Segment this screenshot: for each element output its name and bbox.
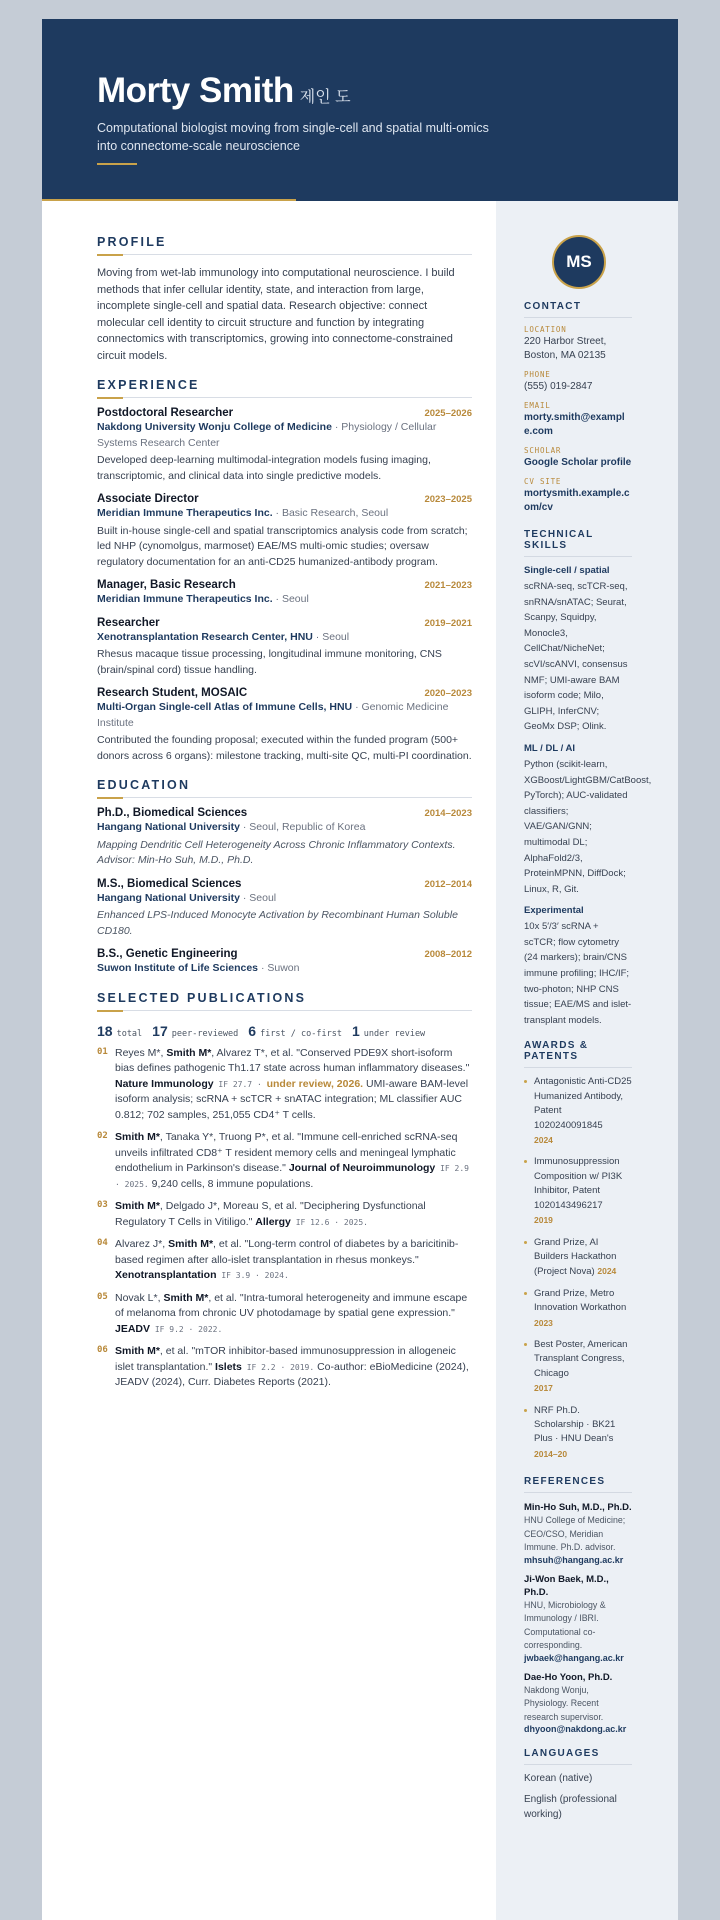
thesis-text: Mapping Dendritic Cell Heterogeneity Across Chronic Inflammatory Contexts. Advisor: Min-Ho Suh, M.D., Ph.D. — [97, 838, 456, 866]
experience-item — [97, 617, 472, 679]
degree-date: 2008–2012 — [424, 949, 472, 960]
award-year: 2024 — [534, 1135, 553, 1146]
header-bottom-accent — [42, 199, 296, 201]
job-org-line — [97, 700, 472, 731]
degree-header — [97, 878, 472, 890]
skill-items: 10x 5′/3′ scRNA + scTCR; flow cytometry (24 markers); brain/CNS immune profiling; IHC/IF; two-photon; NHP CNS tissue; EAE/MS and islet-transplant models. — [524, 921, 632, 1026]
award-text: Grand Prize, AI Builders Hackathon (Project Nova) — [534, 1236, 617, 1278]
publication-title: "mTOR inhibitor-based immunosuppression in allogeneic islet transplantation." — [115, 1345, 456, 1373]
publication-item — [97, 1046, 472, 1124]
job-description: Developed deep-learning multimodal-integration models fusing imaging, transcriptomic, and clinical data into single predictive models. — [97, 454, 431, 482]
co-authors-after: , et al. — [208, 1291, 240, 1304]
co-authors-after: , et al. — [159, 1345, 192, 1357]
school-name: Suwon Institute of Life Sciences — [97, 962, 259, 974]
publication-number: 05 — [97, 1291, 108, 1302]
journal-name: JEADV — [115, 1322, 151, 1335]
degree-title: Ph.D., Biomedical Sciences — [97, 807, 248, 819]
publication-body — [115, 1237, 472, 1284]
award-year: 2019 — [534, 1215, 553, 1226]
stat-label: under review — [363, 1028, 426, 1039]
location-label: LOCATION — [524, 325, 567, 334]
award-text: Grand Prize, Metro Innovation Workathon — [534, 1287, 627, 1314]
award-text: Immunosuppression Composition w/ PI3K Inhibitor, Patent 1020143496217 — [534, 1156, 623, 1211]
school-line — [97, 961, 472, 977]
job-description: Rhesus macaque tissue processing, longitudinal immune monitoring, CNS (brain/spinal cord) tissue handling. — [97, 648, 442, 676]
impact-factor: IF 12.6 · 2025. — [290, 1217, 368, 1227]
reference-description: HNU, Microbiology & Immunology / IBRI. Computational co-corresponding. — [524, 1599, 606, 1651]
education-item — [97, 807, 472, 869]
publication-title: "Long-term control of diabetes by a baricitinib-based regimen after allo-islet transplantation in rhesus monkeys." — [115, 1238, 459, 1266]
publication-number: 02 — [97, 1131, 108, 1141]
contact-title: CONTACT — [524, 301, 632, 318]
experience-item — [97, 407, 472, 484]
stat-number: 6 — [248, 1022, 257, 1039]
scholar-label: SCHOLAR — [524, 446, 562, 455]
job-date: 2019–2021 — [424, 617, 472, 629]
scholar-link[interactable]: Google Scholar profile — [524, 457, 632, 468]
awards-list — [524, 1075, 632, 1462]
journal-name: Allergy — [255, 1215, 291, 1228]
publication-number: 04 — [97, 1238, 108, 1248]
job-date: 2020–2023 — [424, 688, 472, 699]
email-link[interactable]: morty.smith@example.com — [524, 412, 625, 437]
publication-stats — [97, 1023, 472, 1039]
organization-name: Multi-Organ Single-cell Atlas of Immune Cells, HNU — [97, 701, 353, 713]
languages-list — [524, 1771, 632, 1822]
publication-body — [115, 1130, 472, 1192]
organization-name: Nakdong University Wonju College of Medicine — [97, 421, 332, 433]
job-date: 2025–2026 — [424, 408, 472, 419]
resume-header — [42, 19, 678, 201]
experience-item — [97, 687, 472, 764]
organization-location: · Genomic Medicine Institute — [97, 701, 449, 729]
co-authors-after: , Delgado J*, Moreau S, et al. — [159, 1200, 300, 1212]
candidate-name: Morty Smith — [97, 71, 294, 110]
school-location: · Seoul, Republic of Korea — [239, 821, 366, 833]
reference-name: Dae-Ho Yoon, Ph.D. — [524, 1671, 613, 1683]
job-header — [97, 687, 472, 699]
awards-title: AWARDS & PATENTS — [524, 1040, 632, 1068]
reference-description: HNU College of Medicine; CEO/CSO, Meridian Immune. Ph.D. advisor. — [524, 1515, 626, 1553]
publication-title: "Intra-tumoral heterogeneity and immune escape of melanoma from chronic UV photodamage by spatial gene expression." — [115, 1291, 468, 1319]
experience-item — [97, 579, 472, 608]
skill-category: ML / DL / AI — [524, 742, 576, 754]
award-year: 2014–20 — [534, 1448, 568, 1459]
publication-note: Co-author: eBioMedicine (2024), JEADV (2024), Curr. Diabetes Reports (2021). — [115, 1360, 469, 1388]
reference-email[interactable]: mhsuh@hangang.ac.kr — [524, 1554, 624, 1565]
impact-factor: IF 3.9 · 2024. — [216, 1271, 289, 1280]
school-line — [97, 891, 472, 907]
skill-items: Python (scikit-learn, XGBoost/LightGBM/CatBoost, PyTorch); AUC-validated classifiers; VAE/GAN/GNN; multimodal DL; AlphaFold2/3, ProteinMPNN, DiffDock; Linux, R, Git. — [524, 758, 652, 895]
award-year: 2023 — [534, 1317, 553, 1328]
publication-list — [97, 1046, 472, 1391]
skills-title: TECHNICAL SKILLS — [524, 529, 632, 557]
organization-name: Meridian Immune Therapeutics Inc. — [97, 507, 273, 519]
award-text: NRF Ph.D. Scholarship · BK21 Plus · HNU Dean's — [534, 1404, 616, 1445]
skills-list — [524, 565, 652, 1028]
candidate-author: Smith M* — [115, 1200, 160, 1212]
publication-item — [97, 1199, 472, 1230]
organization-name: Meridian Immune Therapeutics Inc. — [97, 593, 273, 605]
award-item — [524, 1404, 632, 1463]
award-item — [524, 1075, 632, 1148]
reference-name: Ji-Won Baek, M.D., Ph.D. — [524, 1573, 609, 1598]
impact-factor: IF 27.7 · — [213, 1079, 267, 1089]
sidebar-inner — [524, 201, 652, 1822]
skill-items: scRNA-seq, scTCR-seq, snRNA/snATAC; Seurat, Scanpy, Squidpy, Monocle3, CellChat/NicheNet; scVI/scANVI, consensus NMF; UMI-aware BAM isoform code; Milo, GLIPH, InferCNV; GeoMx DSP; Olink. — [524, 581, 628, 733]
review-status: under review, 2026. — [266, 1077, 364, 1090]
award-text: Antagonistic Anti-CD25 Humanized Antibody, Patent 1020240091845 — [534, 1076, 632, 1131]
publication-title: "Deciphering Dysfunctional Regulatory T Cells in Vitiligo." — [115, 1200, 426, 1228]
candidate-author: Smith M* — [163, 1291, 209, 1304]
journal-name: Xenotransplantation — [115, 1269, 217, 1281]
award-year: 2024 — [597, 1266, 617, 1277]
publication-title: "Immune cell-enriched scRNA-seq unveils infiltrated CD8⁺ T resident memory cells and meningeal lymphatic endothelium in Parkinson's disease." — [115, 1131, 458, 1174]
organization-location: · Basic Research, Seoul — [272, 507, 389, 519]
phone-label: PHONE — [524, 370, 551, 379]
native-name: 제인 도 — [299, 89, 351, 106]
co-authors-after: , et al. — [213, 1238, 245, 1250]
degree-date: 2014–2023 — [424, 808, 472, 819]
education-item — [97, 878, 472, 940]
education-list — [97, 807, 472, 977]
name-row — [97, 71, 351, 111]
sidebar — [496, 201, 678, 1920]
reference-name: Min-Ho Suh, M.D., Ph.D. — [524, 1502, 632, 1514]
stat-number: 1 — [351, 1022, 360, 1039]
stat-label: total — [116, 1028, 143, 1039]
experience-item — [97, 493, 472, 570]
school-location: · Seoul — [239, 891, 277, 904]
language-item: Korean (native) — [524, 1773, 593, 1785]
school-name: Hangang National University — [97, 891, 240, 904]
organization-location: · Seoul — [272, 593, 309, 605]
publication-note: 9,240 cells, 8 immune populations. — [148, 1177, 314, 1190]
cv-link[interactable]: mortysmith.example.com/cv — [524, 488, 630, 513]
organization-location: · Seoul — [312, 630, 350, 643]
degree-header — [97, 948, 472, 960]
impact-factor: IF 2.2 · 2019. — [241, 1362, 315, 1372]
co-authors-before: Alvarez J*, — [115, 1238, 169, 1250]
co-authors-before: Novak L*, — [115, 1291, 164, 1304]
language-item: English (professional working) — [524, 1794, 617, 1821]
languages-title: LANGUAGES — [524, 1748, 632, 1765]
cv-label: CV SITE — [524, 477, 562, 486]
job-date: 2023–2025 — [424, 494, 472, 505]
degree-title: M.S., Biomedical Sciences — [97, 877, 242, 890]
journal-name: Nature Immunology — [115, 1077, 214, 1090]
publication-note: UMI-aware BAM-level isoform analysis; scRNA + scTCR + snATAC integration; ML classifier AUC 0.812; 702 samples, 251,055 CD4⁺ T cells. — [115, 1077, 469, 1121]
school-line — [97, 820, 472, 836]
publication-title: "Conserved PDE9X short-isoform bias defines pathogenic Th1.17 state across human inflammatory diseases." — [115, 1046, 470, 1074]
publication-body — [115, 1199, 472, 1230]
job-header — [97, 407, 472, 419]
publication-body — [115, 1046, 472, 1124]
job-title: Associate Director — [97, 493, 199, 505]
reference-email[interactable]: jwbaek@hangang.ac.kr — [524, 1652, 624, 1663]
job-description: Built in-house single-cell and spatial transcriptomics analysis code from scratch; led NHP (cynomolgus, marmoset) EAE/MS multi-omic studies; oversaw regulatory documentation for an anti-CD25 humanized-antibody program. — [97, 524, 468, 568]
impact-factor: IF 2.9 · 2025. — [115, 1164, 469, 1189]
references-list — [524, 1501, 632, 1734]
thesis-text: Enhanced LPS-Induced Monocyte Activation by Recombinant Human Soluble CD180. — [97, 909, 458, 937]
tagline: Computational biologist moving from single-cell and spatial multi-omics into connectome-scale neuroscience — [97, 121, 489, 153]
candidate-author: Smith M* — [168, 1238, 214, 1250]
journal-name: Islets — [215, 1360, 242, 1373]
profile-text: Moving from wet-lab immunology into computational neuroscience. I build methods that infer cellular identity, state, and interaction from large, incomplete single-cell and spatial data. Research objective: connect molecular cell identity to circuit structure and function by integrating connectomics with transcriptomics, growing into connectome-constrained circuit models. — [97, 267, 455, 362]
section-title-education: EDUCATION — [97, 778, 472, 798]
stat-number: 18 — [97, 1022, 113, 1039]
avatar: MS — [552, 235, 606, 289]
award-text: Best Poster, American Transplant Congress, Chicago — [534, 1338, 628, 1379]
publication-body — [115, 1291, 472, 1338]
publication-number: 01 — [97, 1046, 108, 1057]
candidate-author: Smith M* — [115, 1345, 160, 1357]
resume-page — [42, 19, 678, 1920]
job-title: Postdoctoral Researcher — [97, 407, 234, 419]
school-name: Hangang National University — [97, 821, 240, 833]
job-title: Manager, Basic Research — [97, 579, 236, 591]
job-header — [97, 617, 472, 629]
co-authors-before: Reyes M*, — [115, 1046, 167, 1059]
job-description: Contributed the founding proposal; executed within the funded program (500+ donors across 6 organs): milestone tracking, multi-site QC, multi-PI coordination. — [97, 734, 472, 762]
job-title: Research Student, MOSAIC — [97, 687, 248, 699]
section-title-publications: SELECTED PUBLICATIONS — [97, 991, 472, 1011]
publication-item — [97, 1344, 472, 1391]
reference-email[interactable]: dhyoon@nakdong.ac.kr — [524, 1724, 627, 1735]
publication-item — [97, 1291, 472, 1338]
section-title-profile: PROFILE — [97, 235, 472, 255]
degree-header — [97, 807, 472, 819]
publication-body — [115, 1344, 472, 1391]
co-authors-after: , Alvarez T*, et al. — [211, 1046, 297, 1059]
job-org-line — [97, 592, 472, 608]
organization-name: Xenotransplantation Research Center, HNU — [97, 630, 313, 643]
co-authors-after: , Tanaka Y*, Truong P*, et al. — [159, 1131, 298, 1143]
award-item — [524, 1236, 632, 1280]
education-item — [97, 948, 472, 977]
job-org-line — [97, 506, 472, 522]
job-header — [97, 493, 472, 505]
main-column — [97, 235, 472, 1391]
job-org-line — [97, 420, 472, 451]
stat-label: peer-reviewed — [171, 1028, 239, 1039]
publication-number: 03 — [97, 1200, 108, 1210]
skill-category: Experimental — [524, 905, 584, 917]
stat-number: 17 — [152, 1022, 168, 1039]
award-item — [524, 1155, 632, 1228]
section-title-experience: EXPERIENCE — [97, 378, 472, 398]
publication-item — [97, 1237, 472, 1284]
publication-number: 06 — [97, 1345, 108, 1355]
candidate-author: Smith M* — [166, 1046, 212, 1059]
degree-date: 2012–2014 — [424, 878, 472, 890]
references-title: REFERENCES — [524, 1476, 632, 1493]
award-item — [524, 1338, 632, 1397]
location-value: 220 Harbor Street, Boston, MA 02135 — [524, 336, 607, 361]
reference-description: Nakdong Wonju, Physiology. Recent research supervisor. — [524, 1684, 604, 1722]
award-year: 2017 — [534, 1383, 553, 1394]
job-header — [97, 579, 472, 591]
skill-category: Single-cell / spatial — [524, 565, 610, 576]
phone-value: (555) 019-2847 — [524, 381, 593, 392]
award-item — [524, 1287, 632, 1331]
organization-location: · Physiology / Cellular Systems Research Center — [97, 421, 437, 449]
job-title: Researcher — [97, 616, 160, 629]
journal-name: Journal of Neuroimmunology — [288, 1162, 436, 1174]
job-org-line — [97, 630, 472, 646]
degree-title: B.S., Genetic Engineering — [97, 948, 238, 960]
impact-factor: IF 9.2 · 2022. — [150, 1324, 223, 1334]
candidate-author: Smith M* — [115, 1131, 160, 1143]
publication-item — [97, 1130, 472, 1192]
school-location: · Suwon — [258, 962, 300, 974]
header-accent-rule — [97, 163, 137, 165]
job-date: 2021–2023 — [424, 580, 472, 591]
stat-label: first / co-first — [260, 1028, 342, 1039]
experience-list — [97, 407, 472, 764]
email-label: EMAIL — [524, 401, 551, 410]
